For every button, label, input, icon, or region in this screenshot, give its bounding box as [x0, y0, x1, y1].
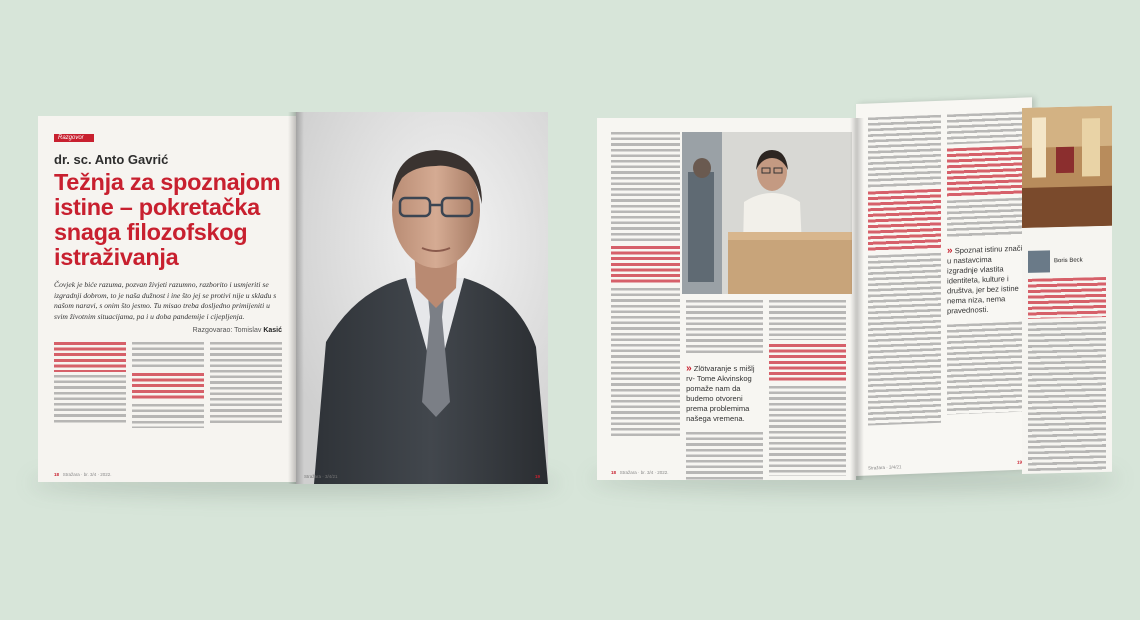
pull-quote: » Spoznat istinu znači u nastavcima izgradnje vlastita identiteta, kulture i društva, jer bez istine nema niza, nema pravednosti.: [947, 243, 1023, 316]
spine-fold: [288, 112, 304, 484]
page-footer: 18 Stražara · br. 3/4 · 2022.: [611, 470, 669, 475]
page-footer: 18 Stražara · br. 3/4 · 2022.: [54, 472, 112, 477]
body-column: [132, 342, 204, 428]
portrait-photo: [296, 112, 548, 484]
author-avatar: [1028, 250, 1050, 273]
spine-fold: [850, 118, 864, 480]
section-tag: Razgovor: [54, 134, 94, 142]
body-columns: [54, 342, 282, 428]
pull-quote: » Zlötvaranje s mišlj rv- Tome Akvinskog pomaže nam da budemo otvoreni prema problemima našega vremena.: [686, 363, 755, 423]
lecture-photo: [682, 132, 852, 294]
author-name: Boris Beck: [1054, 257, 1083, 265]
article-lead: Čovjek je biće razuma, pozvan živjeti razumno, razborito i usmjeriti se izgradnji dobrom, to je naša dužnost i ine što jej se protivi nije u skladu s našom naravi, s onim što jesmo. Tu misao treba dosljedno primijeniti u svim životnim situacijama, pa i u doba pandemije i cijepljenja.: [54, 280, 277, 321]
body-column: [54, 342, 126, 428]
page-number: 19: [534, 474, 540, 479]
magazine-spread-interview: [38, 112, 548, 484]
page-number: 19: [1016, 459, 1022, 465]
interior-photo: [1022, 106, 1112, 228]
page-footer: Stražara · 3/4/21: [868, 464, 902, 471]
article-headline: Težnja za spoznajom istine – pokretačka snaga filozofskog istraživanja: [54, 169, 281, 270]
right-magazine-center-page: [856, 97, 1032, 476]
byline: Razgovarao: Tomislav Kasić: [192, 327, 282, 334]
right-page-portrait: [296, 112, 548, 484]
right-magazine-partial-page: [1022, 106, 1112, 474]
page-footer: Stražara · 3/4/21: [304, 474, 338, 479]
lecture-photo-image: [682, 132, 852, 294]
interviewee-name: dr. sc. Anto Gavrić: [54, 152, 169, 167]
body-column: [210, 342, 282, 428]
left-page: [38, 116, 296, 482]
